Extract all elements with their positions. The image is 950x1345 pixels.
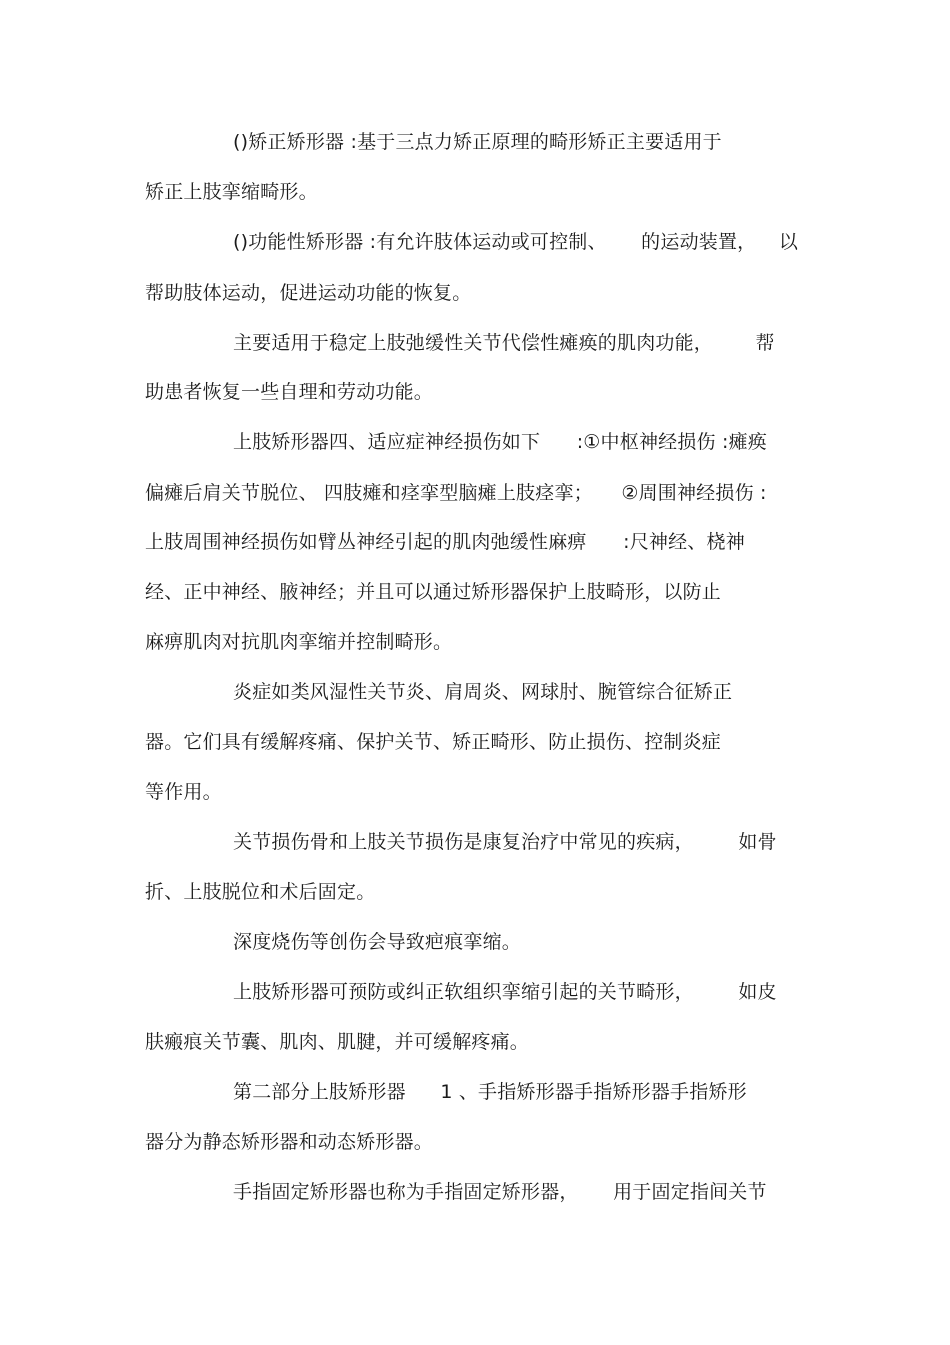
text-line: 深度烧伤等创伤会导致疤痕挛缩。 [233, 931, 522, 953]
text-line: 炎症如类风湿性关节炎、肩周炎、网球肘、腕管综合征矫正 [233, 681, 733, 703]
text-segment: 第二部分上肢矫形器 [233, 1081, 406, 1103]
text-line [145, 481, 767, 505]
text-line [145, 530, 745, 554]
text-line: 经、正中神经、腋神经；并且可以通过矫形器保护上肢畸形，以防止 [145, 581, 722, 603]
text-segment: 关节损伤骨和上肢关节损伤是康复治疗中常见的疾病， [233, 831, 694, 853]
text-line: 矫正上肢挛缩畸形。 [145, 181, 318, 203]
text-segment: 上肢矫形器可预防或纠正软组织挛缩引起的关节畸形， [233, 981, 694, 1003]
text-segment: 偏瘫后肩关节脱位、 四肢瘫和痉挛型脑瘫上肢痉挛； [145, 482, 593, 504]
text-line: 器分为静态矫形器和动态矫形器。 [145, 1131, 434, 1153]
text-line [233, 331, 775, 355]
text-segment: :尺神经、桡神 [623, 531, 745, 553]
text-segment: 上肢周围神经损伤如臂丛神经引起的肌肉弛缓性麻痹 [145, 531, 587, 553]
text-segment: 如皮 [738, 981, 777, 1003]
text-line: 器。它们具有缓解疼痛、保护关节、矫正畸形、防止损伤、控制炎症 [145, 731, 722, 753]
text-segment: 如骨 [738, 831, 777, 853]
text-line: 帮助肢体运动，促进运动功能的恢复。 [145, 282, 472, 304]
text-line: 等作用。 [145, 781, 222, 803]
text-segment: 1 、手指矫形器手指矫形器手指矫形 [440, 1081, 747, 1103]
text-line: 折、上肢脱位和术后固定。 [145, 881, 376, 903]
text-line [233, 230, 798, 254]
text-line [233, 830, 777, 854]
text-segment: 以 [778, 231, 799, 253]
text-segment: 用于固定指间关节 [613, 1181, 767, 1203]
text-line [233, 1080, 747, 1104]
text-segment: ()功能性矫形器 :有允许肢体运动或可控制、 [233, 231, 607, 253]
text-segment: :①中枢神经损伤 :瘫痪 [576, 431, 767, 453]
text-line: ()矫正矫形器 :基于三点力矫正原理的畸形矫正主要适用于 [233, 131, 722, 153]
text-segment: 上肢矫形器四、适应症神经损伤如下 [233, 431, 541, 453]
text-line [233, 980, 777, 1004]
text-segment: 手指固定矫形器也称为手指固定矫形器， [233, 1181, 579, 1203]
text-line: 肤瘢痕关节囊、肌肉、肌腱，并可缓解疼痛。 [145, 1031, 530, 1053]
text-segment: 的运动装置， [641, 231, 757, 253]
text-segment: 主要适用于稳定上肢弛缓性关节代偿性瘫痪的肌肉功能， [233, 332, 714, 354]
text-line [233, 1180, 767, 1204]
text-line [233, 430, 767, 454]
text-line: 麻痹肌肉对抗肌肉挛缩并控制畸形。 [145, 631, 453, 653]
text-segment: ②周围神经损伤 : [621, 482, 767, 504]
text-segment: 帮 [755, 332, 775, 354]
text-line: 助患者恢复一些自理和劳动功能。 [145, 381, 434, 403]
